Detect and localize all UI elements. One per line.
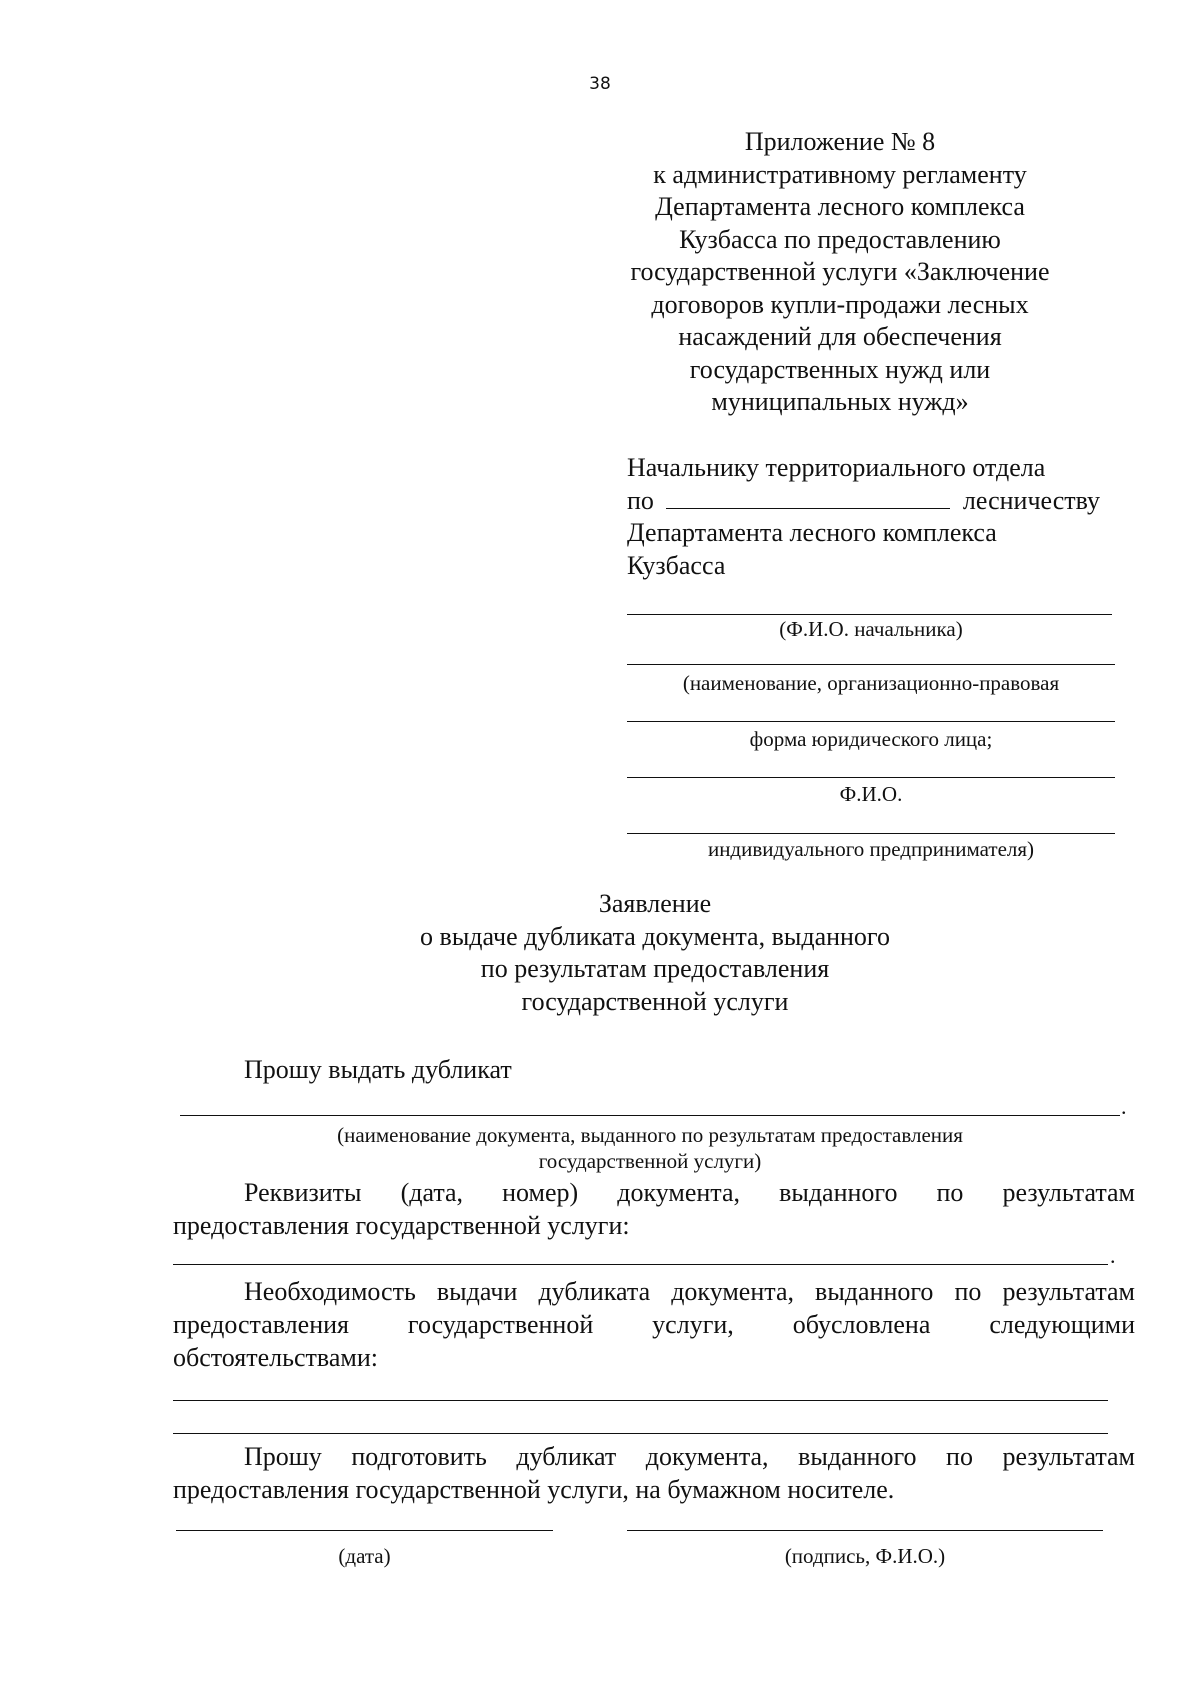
appendix-line: государственной услуги «Заключение xyxy=(630,257,1050,286)
applicant-caption: индивидуального предпринимателя) xyxy=(707,837,1035,861)
applicant-caption: (наименование, организационно-правовая xyxy=(682,671,1060,695)
appendix-line: договоров купли-продажи лесных xyxy=(651,289,1029,319)
necessity-paragraph-line: Необходимость выдачи дубликата документа, выданного по результатам xyxy=(244,1277,1135,1306)
applicant-caption: Ф.И.О. xyxy=(839,782,903,806)
applicant-line-2[interactable] xyxy=(627,721,1115,722)
necessity-paragraph-line: обстоятельствами: xyxy=(173,1343,378,1372)
applicant-line-4[interactable] xyxy=(627,833,1115,834)
appendix-line: к административному регламенту xyxy=(653,159,1027,189)
appendix-line: государственных нужд или xyxy=(689,354,991,384)
document-title xyxy=(0,888,1200,1018)
date-caption: (дата) xyxy=(338,1544,391,1568)
page-number: 38 xyxy=(589,74,611,94)
applicant-caption: форма юридического лица; xyxy=(749,727,993,751)
circumstances-line-1[interactable] xyxy=(173,1400,1108,1401)
title-line: государственной услуги xyxy=(521,986,789,1016)
necessity-paragraph-line: предоставления государственной услуги, обусловлена следующими xyxy=(173,1310,1135,1339)
document-name-caption: (наименование документа, выданного по результатам предоставления xyxy=(337,1123,963,1147)
appendix-line: муниципальных нужд» xyxy=(711,387,969,416)
prepare-paragraph-line: Прошу подготовить дубликат документа, выданного по результатам xyxy=(244,1442,1135,1471)
addressee-block xyxy=(627,452,1127,582)
details-paragraph-line: предоставления государственной услуги: xyxy=(173,1211,630,1240)
appendix-line: Приложение № 8 xyxy=(744,127,936,156)
appendix-header xyxy=(630,126,1050,419)
document-name-line[interactable] xyxy=(180,1115,1120,1116)
title-line: по результатам предоставления xyxy=(480,954,830,983)
appendix-line: насаждений для обеспечения xyxy=(678,322,1002,351)
chief-name-line[interactable] xyxy=(627,614,1112,615)
signature-caption: (подпись, Ф.И.О.) xyxy=(784,1544,946,1568)
title-line: Заявление xyxy=(598,889,712,918)
signature-line[interactable] xyxy=(627,1530,1103,1531)
addressee-suffix: лесничеству xyxy=(962,485,1101,515)
request-line: Прошу выдать дубликат xyxy=(244,1055,512,1084)
period-mark: . xyxy=(1110,1243,1116,1268)
details-paragraph-line: Реквизиты (дата, номер) документа, выданного по результатам xyxy=(244,1178,1135,1207)
addressee-line xyxy=(627,485,1127,518)
applicant-line-3[interactable] xyxy=(627,777,1115,778)
date-line[interactable] xyxy=(176,1530,553,1531)
appendix-line: Кузбасса по предоставлению xyxy=(679,224,1001,254)
circumstances-line-2[interactable] xyxy=(173,1433,1108,1434)
addressee-line: Начальнику территориального отдела xyxy=(627,453,1046,482)
addressee-line: Кузбасса xyxy=(627,550,726,580)
title-line: о выдаче дубликата документа, выданного xyxy=(420,921,890,951)
document-name-caption: государственной услуги) xyxy=(538,1149,762,1173)
period-mark: . xyxy=(1121,1094,1127,1119)
addressee-line: Департамента лесного комплекса xyxy=(627,518,997,547)
appendix-line: Департамента лесного комплекса xyxy=(655,192,1025,221)
chief-name-caption: (Ф.И.О. начальника) xyxy=(779,617,963,641)
details-line[interactable] xyxy=(173,1264,1108,1265)
prepare-paragraph-line: предоставления государственной услуги, на бумажном носителе. xyxy=(173,1475,895,1504)
forestry-name-blank[interactable] xyxy=(666,488,950,509)
addressee-prefix: по xyxy=(627,485,654,515)
applicant-line-1[interactable] xyxy=(627,664,1115,665)
